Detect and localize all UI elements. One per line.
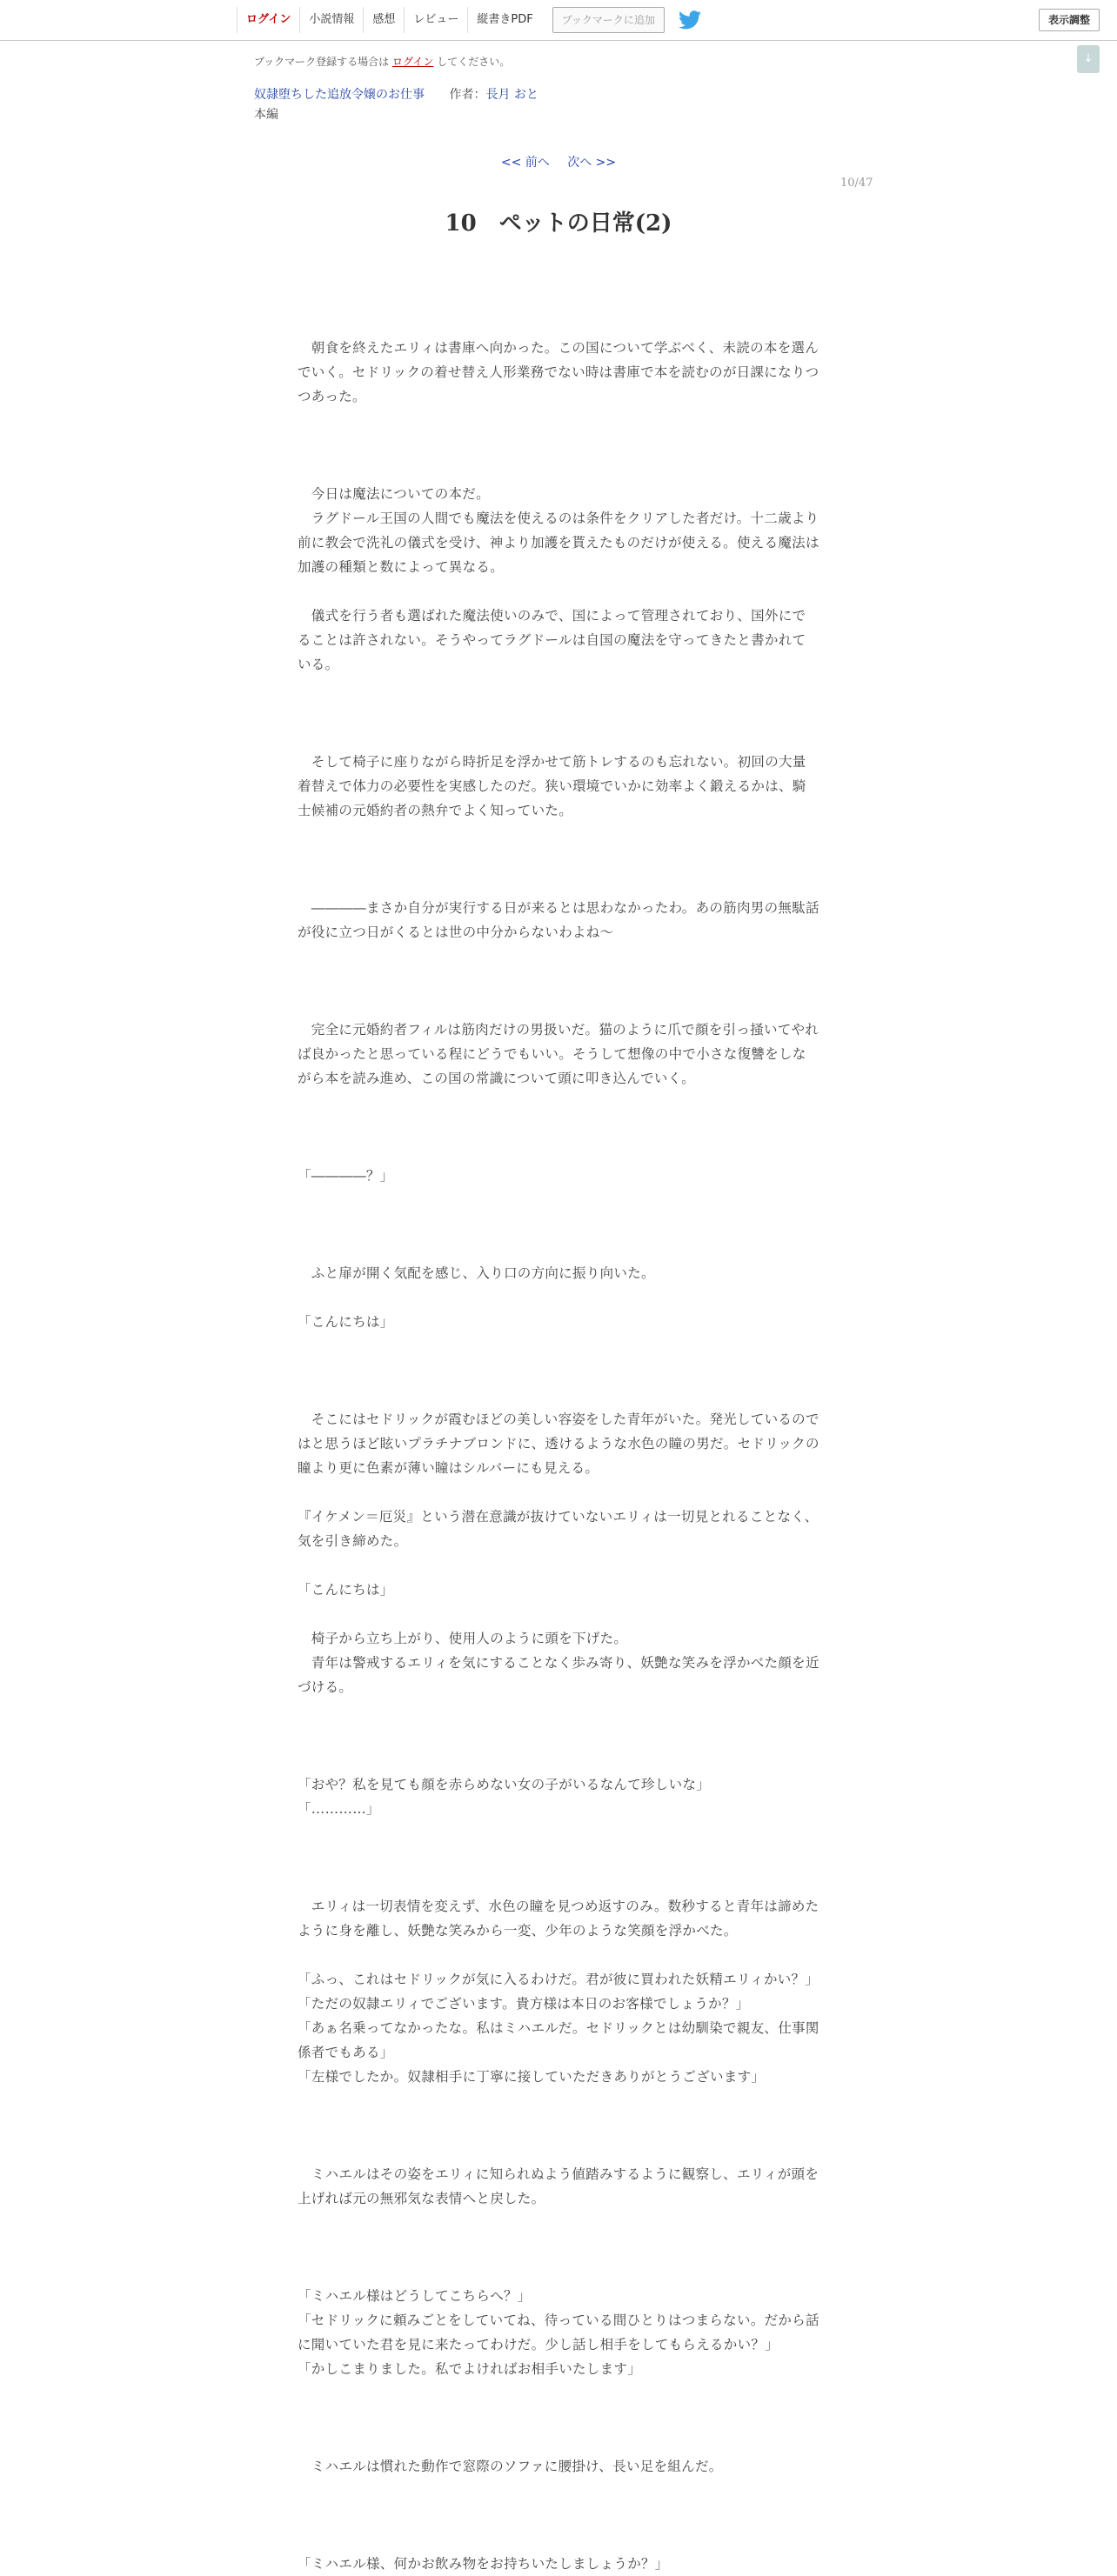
section-name: 本編 (254, 108, 278, 122)
main-nav (237, 0, 701, 40)
body-paragraph: 「ミハエル様、何かお飲み物をお持ちいたしましょうか？」 (298, 2556, 669, 2572)
body-paragraph: ふと扉が開く気配を感じ、入り口の方向に振り向いた。 (298, 1265, 655, 1281)
body-paragraph: そして椅子に座りながら時折足を浮かせて筋トレするのも忘れない。初回の大量着替えで体力の必要性を実感したのだ。狭い環境でいかに効率よく鍛えるかは、騎士候補の元婚約者の熱弁でよく知っていた。 (298, 754, 806, 818)
body-paragraph: 「――――？」 (298, 1168, 394, 1184)
body-paragraph: 「おや？私を見ても顔を赤らめない女の子がいるなんて珍しいな」 「…………」 (298, 1777, 711, 1817)
novel-body (298, 287, 819, 2576)
body-paragraph: 「こんにちは」 (298, 1314, 394, 1330)
chapter-count: 10/47 (840, 177, 873, 190)
author-label: 作者： (449, 88, 486, 102)
bookmark-login-notice (254, 54, 510, 69)
scroll-down-button[interactable]: ↓ (1077, 45, 1100, 73)
author-link[interactable]: 長月 おと (485, 88, 538, 102)
nav-novel-info-link[interactable]: 小説情報 (299, 7, 363, 33)
body-paragraph: 朝食を終えたエリィは書庫へ向かった。この国について学ぶべく、未読の本を選んでいく。セドリックの着せ替え人形業務でない時は書庫で本を読むのが日課になりつつあった。 (298, 340, 819, 404)
bookmark-note-suffix: してください。 (437, 56, 511, 68)
body-paragraph: 「こんにちは」 (298, 1582, 394, 1598)
bookmark-note-prefix: ブックマーク登録する場合は (254, 56, 390, 68)
body-paragraph: ミハエルは慣れた動作で窓際のソファに腰掛け、長い足を組んだ。 (298, 2459, 723, 2474)
body-paragraph: 儀式を行う者も選ばれた魔法使いのみで、国によって管理されており、国外にでることは許されない。そうやってラグドールは自国の魔法を守ってきたと書かれている。 (298, 608, 806, 672)
body-paragraph: 今日は魔法についての本だ。 ラグドール王国の人間でも魔法を使えるのは条件をクリアした者だけ。十二歳より前に教会で洗礼の儀式を受け、神より加護を貰えたものだけが使える。使える魔法は加護の種類と数によって異なる。 (298, 486, 819, 575)
body-paragraph: 椅子から立ち上がり、使用人のように頭を下げた。 青年は警戒するエリィを気にすることなく歩み寄り、妖艶な笑みを浮かべた顔を近づける。 (298, 1631, 819, 1695)
body-paragraph: 「ミハエル様はどうしてこちらへ？」 「セドリックに頼みごとをしていてね、待っている間ひとりはつまらない。だから話に聞いていた君を見に来たってわけだ。少し話し相手をしてもらえるかい？」 「かしこまりました。私でよければお相手いたします」 (298, 2288, 819, 2377)
add-bookmark-button[interactable]: ブックマークに追加 (552, 7, 665, 33)
chapter-title: 10 ペットの日常(2) (445, 210, 672, 237)
body-paragraph: 完全に元婚約者フィルは筋肉だけの男扱いだ。猫のように爪で顔を引っ掻いてやれば良かったと思っている程にどうでもいい。そうして想像の中で小さな復讐をしながら本を読み進め、この国の常識について頭に叩き込んでいく。 (298, 1022, 819, 1086)
body-paragraph: そこにはセドリックが霞むほどの美しい容姿をした青年がいた。発光しているのではと思うほど眩いプラチナブロンドに、透けるような水色の瞳の男だ。セドリックの瞳より更に色素が薄い瞳はシルバーにも見える。 (298, 1411, 819, 1476)
display-settings-button[interactable]: 表示調整 (1039, 9, 1100, 31)
work-info (254, 85, 538, 103)
chapter-pager (0, 153, 1117, 170)
bookmark-login-link[interactable]: ログイン (392, 56, 434, 68)
body-paragraph: 「ふっ、これはセドリックが気に入るわけだ。君が彼に買われた妖精エリィかい？」 「ただの奴隷エリィでございます。貴方様は本日のお客様でしょうか？」 「あぁ名乗ってなかったな。私はミハエルだ。セドリックとは幼馴染で親友、仕事関係者でもある」 「左様でしたか。奴隷相手に丁寧に接していただきありがとうございます」 (298, 1972, 819, 2085)
body-paragraph: エリィは一切表情を変えず、水色の瞳を見つめ返すのみ。数秒すると青年は諦めたように身を離し、妖艶な笑みから一変、少年のような笑顔を浮かべた。 (298, 1899, 819, 1939)
nav-vertical-pdf-link[interactable]: 縦書きPDF (467, 7, 541, 33)
body-paragraph: 『イケメン＝厄災』という潜在意識が抜けていないエリィは一切見とれることなく、気を引き締めた。 (298, 1509, 819, 1549)
top-navigation-bar (0, 0, 1117, 41)
prev-chapter-link[interactable]: << 前へ (500, 156, 550, 170)
body-paragraph: ミハエルはその姿をエリィに知られぬよう値踏みするように観察し、エリィが頭を上げれば元の無邪気な表情へと戻した。 (298, 2166, 819, 2206)
work-title-link[interactable]: 奴隷堕ちした追放令嬢のお仕事 (254, 88, 425, 102)
next-chapter-link[interactable]: 次へ >> (567, 156, 617, 170)
nav-impressions-link[interactable]: 感想 (363, 7, 404, 33)
twitter-icon[interactable] (679, 10, 701, 30)
body-paragraph: ――――まさか自分が実行する日が来るとは思わなかったわ。あの筋肉男の無駄話が役に立つ日がくるとは世の中分からないわよね～ (298, 900, 819, 940)
nav-login-link[interactable]: ログイン (237, 7, 299, 33)
nav-review-link[interactable]: レビュー (404, 7, 467, 33)
